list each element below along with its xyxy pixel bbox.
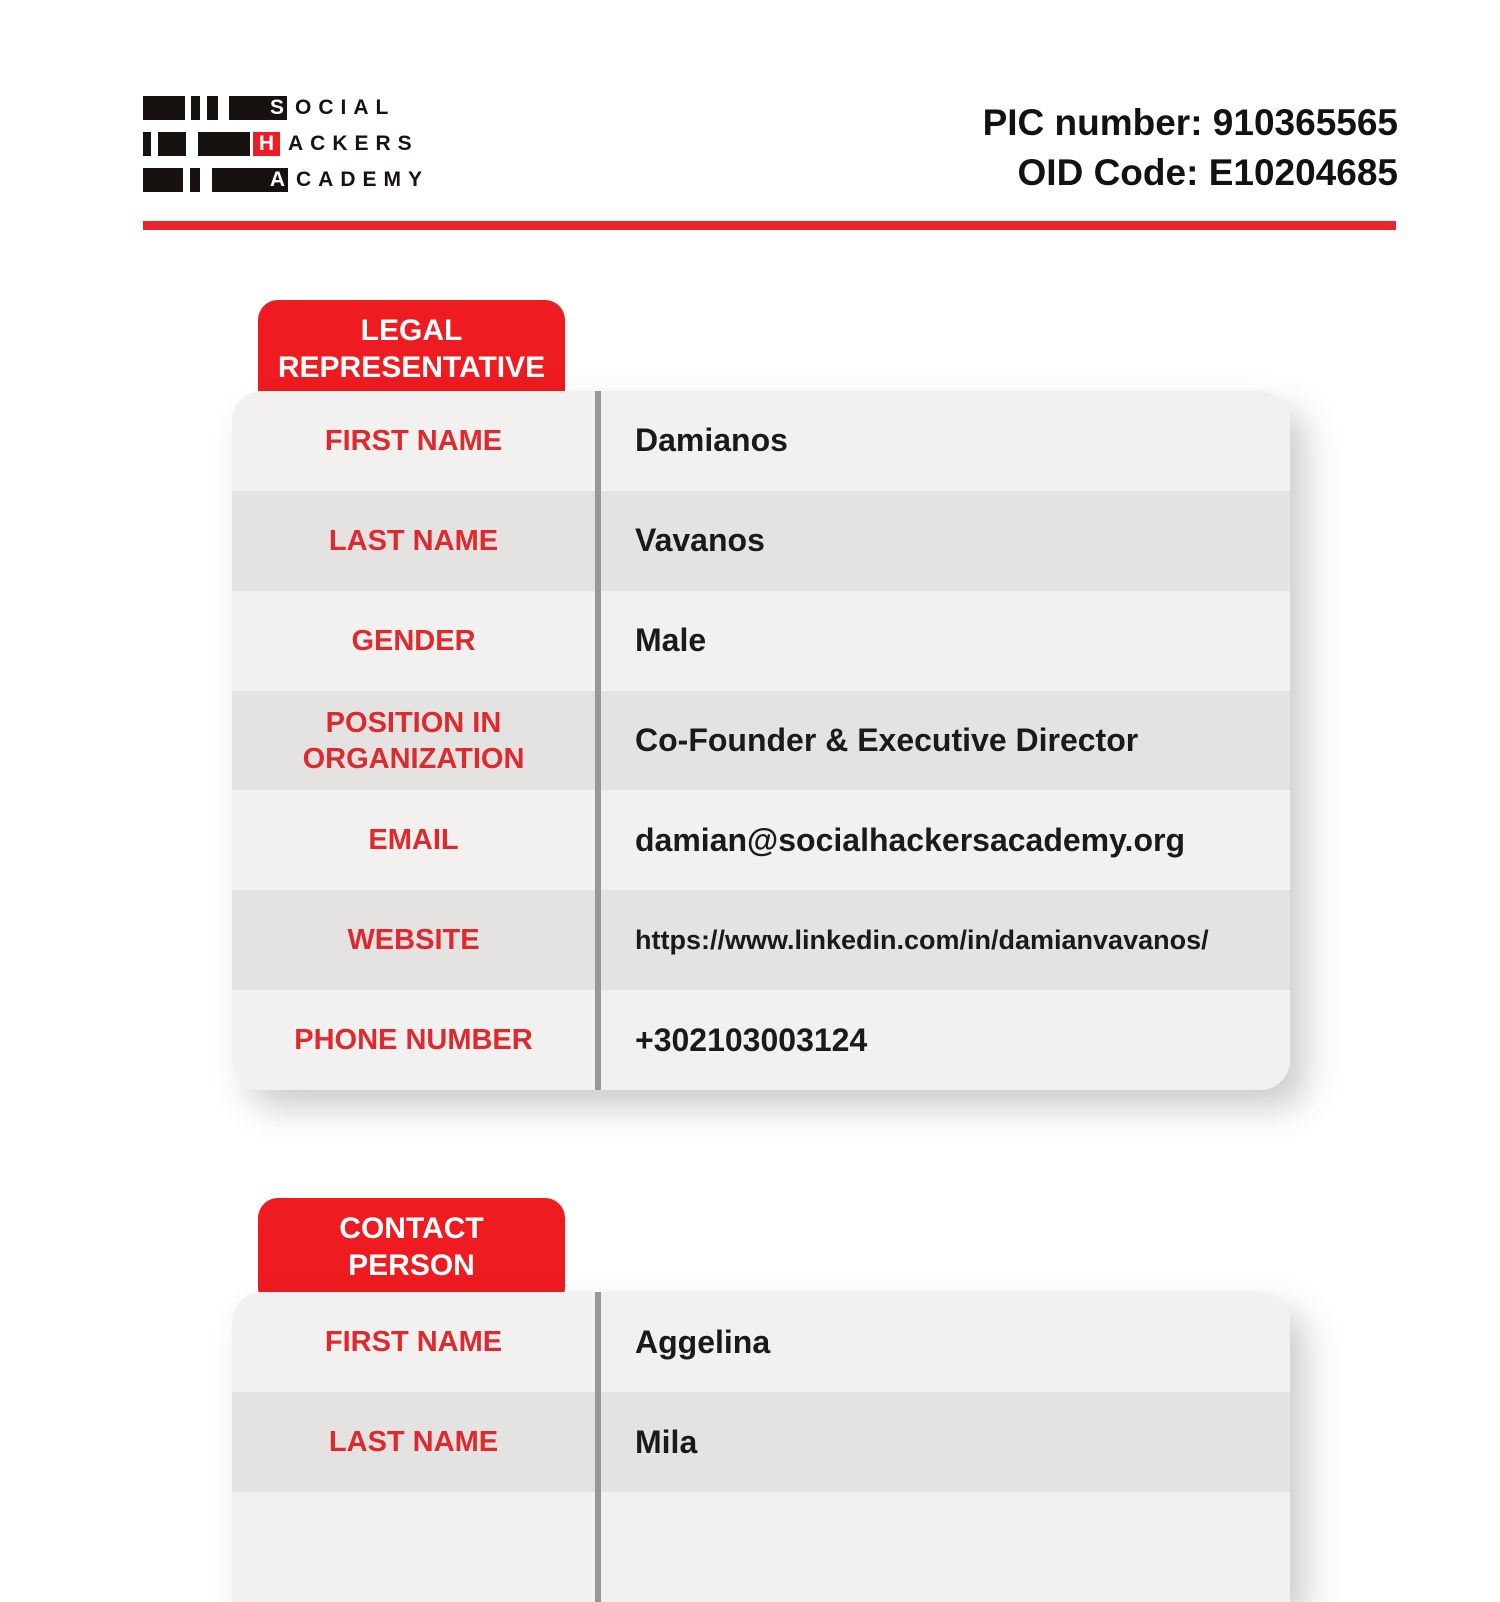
logo-bar-icon — [158, 132, 186, 156]
field-row-first-name — [232, 1292, 1290, 1392]
field-value: https://www.linkedin.com/in/damianvavanos/ — [635, 924, 1209, 955]
field-row-gender — [232, 591, 1290, 691]
tab-label: PERSON — [348, 1249, 475, 1282]
social-hackers-academy-logo — [143, 96, 429, 204]
field-label: LAST NAME — [328, 524, 499, 557]
pic-number: PIC number: 910365565 — [982, 102, 1398, 143]
field-row-email — [232, 790, 1290, 890]
header-divider-rule — [143, 221, 1396, 230]
field-label: EMAIL — [368, 824, 459, 857]
field-value: Damianos — [635, 422, 788, 459]
tab-label: LEGAL — [360, 314, 463, 347]
logo-bar-icon — [191, 96, 200, 120]
field-label: FIRST NAME — [324, 424, 503, 457]
field-row-first-name — [232, 391, 1290, 491]
logo-bar-icon — [207, 96, 218, 120]
field-label: PHONE NUMBER — [294, 1024, 533, 1057]
logo-line-hackers — [143, 132, 429, 156]
header-codes — [983, 98, 1398, 198]
field-value: Mila — [635, 1423, 698, 1460]
field-row-phone-number — [232, 990, 1290, 1090]
field-value: +302103003124 — [635, 1021, 868, 1058]
logo-word: ACKERS — [288, 132, 419, 155]
logo-bar-icon — [143, 168, 183, 192]
column-divider — [595, 1292, 601, 1602]
tab-label: CONTACT — [339, 1212, 484, 1245]
field-row-last-name — [232, 1392, 1290, 1492]
column-divider — [595, 391, 601, 1090]
section-tab-legal-representative — [258, 300, 565, 404]
field-value: Aggelina — [635, 1323, 771, 1360]
tab-label: REPRESENTATIVE — [277, 351, 546, 384]
field-value: Co-Founder & Executive Director — [635, 722, 1139, 758]
field-label — [232, 1492, 595, 1602]
logo-line-academy — [143, 168, 429, 192]
logo-bar-icon — [190, 168, 200, 192]
field-value: damian@socialhackersacademy.org — [635, 821, 1185, 858]
field-value — [595, 1492, 1290, 1602]
field-label: GENDER — [351, 624, 476, 657]
logo-bar-icon — [143, 132, 151, 156]
logo-lead-letter: H — [253, 132, 280, 156]
field-value: Male — [635, 622, 707, 659]
legal-representative-card — [232, 391, 1290, 1090]
logo-word: CADEMY — [296, 168, 430, 191]
logo-line-social — [143, 96, 429, 120]
logo-lead-letter: S — [229, 96, 287, 120]
contact-person-card — [232, 1292, 1290, 1602]
logo-bar-icon — [198, 132, 250, 156]
field-label: LAST NAME — [328, 1426, 499, 1458]
field-row-position — [232, 691, 1290, 791]
logo-word: OCIAL — [295, 96, 396, 119]
oid-code: OID Code: E10204685 — [1017, 152, 1398, 193]
field-label: WEBSITE — [347, 924, 480, 957]
field-row-website — [232, 890, 1290, 990]
field-row-last-name — [232, 491, 1290, 591]
field-value: Vavanos — [635, 522, 765, 559]
field-label: FIRST NAME — [324, 1326, 503, 1358]
logo-bar-icon — [143, 96, 185, 120]
field-row-partial — [232, 1492, 1290, 1602]
field-label: POSITION IN ORGANIZATION — [302, 706, 525, 775]
section-tab-contact-person — [258, 1198, 565, 1302]
logo-lead-letter: A — [212, 168, 288, 192]
